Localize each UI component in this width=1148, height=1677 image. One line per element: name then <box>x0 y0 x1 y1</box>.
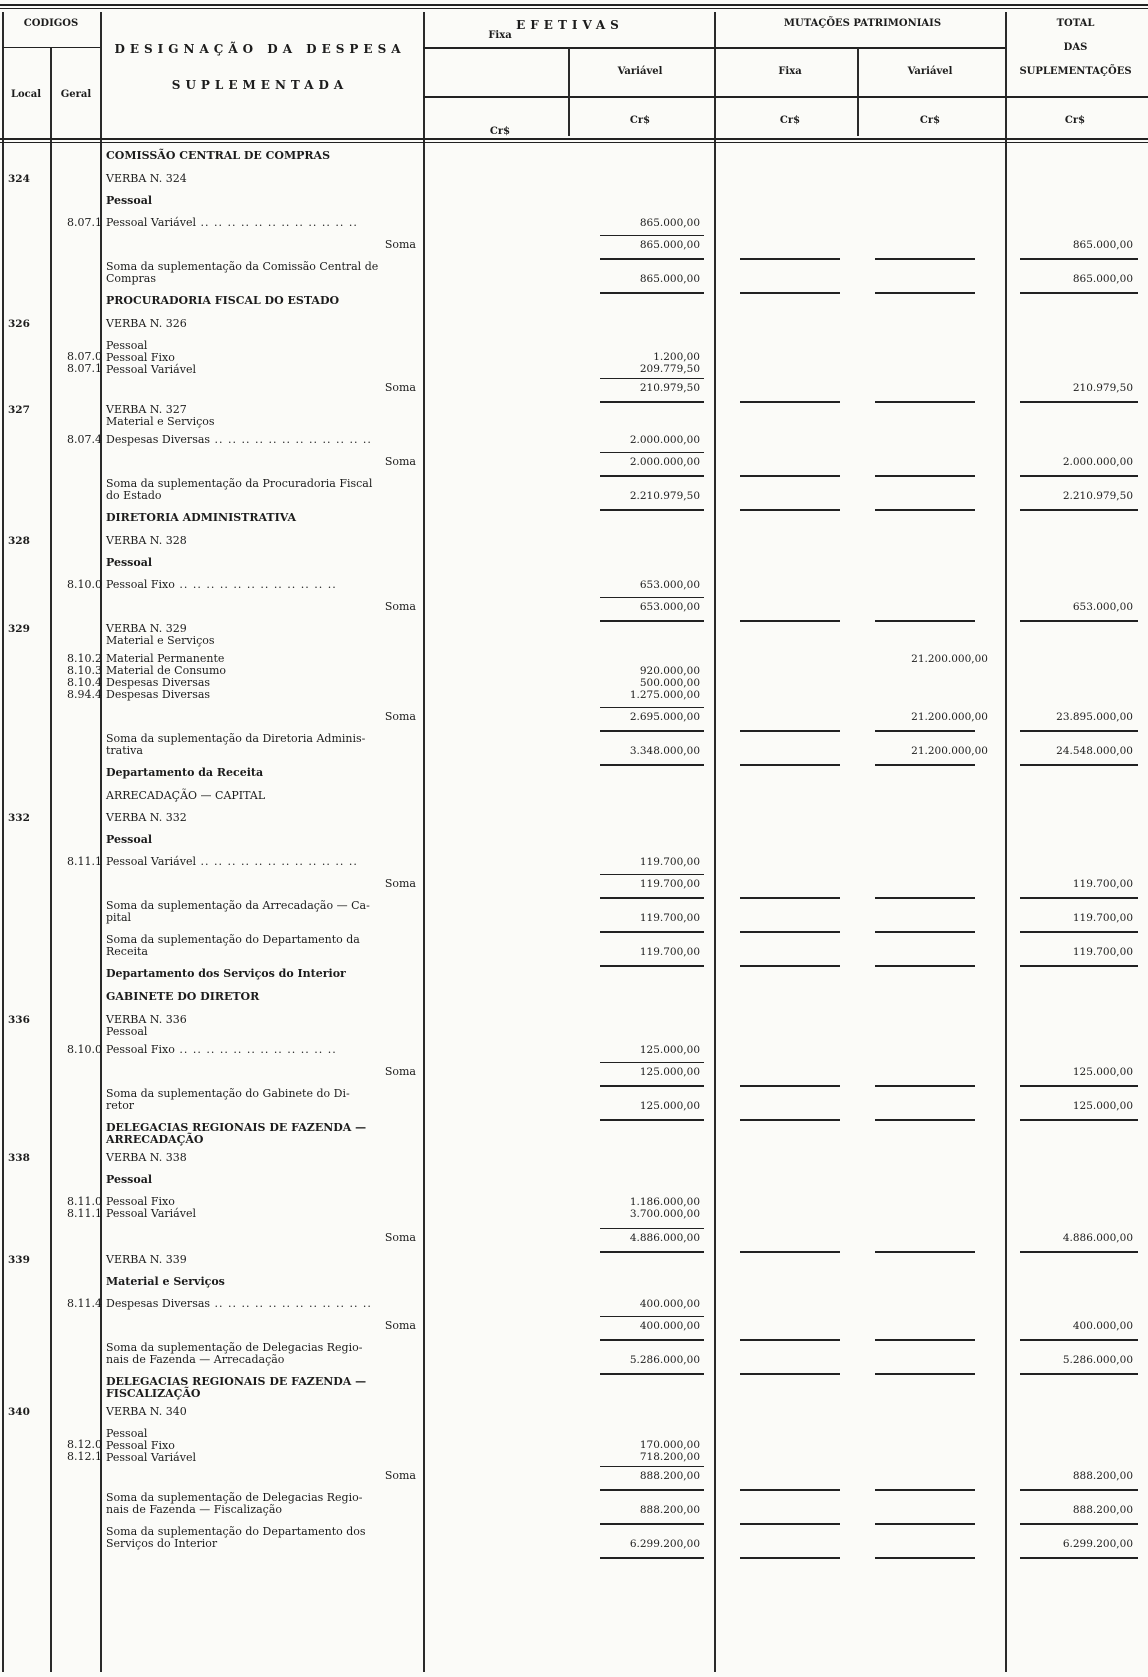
value-mutacao-variavel: 21.200.000,00 <box>911 745 988 757</box>
sum-rule <box>875 258 975 260</box>
header-total-3: SUPLEMENTAÇÕES <box>1019 66 1132 77</box>
table-row <box>0 1174 1148 1196</box>
code-geral: 8.12.0 8.12.1 <box>67 1438 102 1463</box>
value-efetiva-variavel: 888.200,00 <box>639 1470 700 1482</box>
table-row <box>0 1196 1148 1232</box>
table-row <box>0 173 1148 195</box>
header-total-2: DAS <box>1063 42 1088 53</box>
value-efetiva-variavel: 653.000,00 <box>639 579 700 591</box>
table-row <box>0 653 1148 711</box>
sum-rule <box>740 965 840 967</box>
sum-rule <box>875 965 975 967</box>
table-row <box>0 1276 1148 1298</box>
sum-rule <box>600 764 704 766</box>
table-row <box>0 767 1148 790</box>
sum-rule <box>875 764 975 766</box>
code-geral: 8.11.4 <box>67 1297 102 1310</box>
sum-rule <box>740 401 840 403</box>
sum-rule <box>1020 1373 1138 1375</box>
value-efetiva-variavel: 865.000,00 <box>639 217 700 229</box>
header-mut-fixa: Fixa <box>778 66 802 77</box>
value-efetiva-variavel: 865.000,00 <box>639 239 700 251</box>
table-row <box>0 601 1148 623</box>
item-description: Pessoal Fixo .. .. <box>106 579 416 591</box>
value-efetiva-variavel: 119.700,00 <box>639 912 700 924</box>
sum-rule <box>600 1557 704 1559</box>
sum-rule <box>600 1489 704 1491</box>
total-label: Soma da suplementação da Diretoria Adminis- trativa <box>106 732 366 757</box>
sum-rule <box>600 1466 704 1467</box>
section-heading: ARRECADAÇÃO — CAPITAL <box>106 789 266 802</box>
item-description: Pessoal Pessoal Fixo Pessoal Variável <box>106 1427 196 1464</box>
sum-rule <box>740 1489 840 1491</box>
table-row <box>0 991 1148 1014</box>
table-row <box>0 261 1148 295</box>
sum-rule <box>600 292 704 294</box>
value-total: 125.000,00 <box>1072 1100 1133 1112</box>
sum-rule <box>1020 620 1138 622</box>
sum-rule <box>1020 965 1138 967</box>
table-row <box>0 733 1148 767</box>
item-description: VERBA N. 329 Material e Serviços <box>106 622 215 647</box>
header-mut-variavel: Variável <box>907 66 953 77</box>
sum-rule <box>875 509 975 511</box>
table-row <box>0 1406 1148 1428</box>
value-efetiva-variavel: 2.210.979,50 <box>629 490 700 502</box>
value-efetiva-variavel: 125.000,00 <box>639 1066 700 1078</box>
header-efetivas: EFETIVAS <box>516 18 624 32</box>
sum-rule <box>600 475 704 477</box>
item-description: Pessoal <box>106 194 153 207</box>
table-row <box>0 812 1148 834</box>
sum-rule <box>875 1523 975 1525</box>
table-row <box>0 512 1148 535</box>
value-efetiva-variavel: 119.700,00 <box>639 946 700 958</box>
sum-rule <box>600 1316 704 1317</box>
sum-rule <box>600 1062 704 1063</box>
code-local: 326 <box>8 318 30 330</box>
table-row <box>0 535 1148 557</box>
soma-label: Soma <box>384 1319 416 1332</box>
value-efetiva-variavel: 653.000,00 <box>639 601 700 613</box>
code-geral: 8.10.2 8.10.3 8.10.4 8.94.4 <box>67 652 102 701</box>
value-total: 24.548.000,00 <box>1056 745 1133 757</box>
sum-rule <box>740 292 840 294</box>
sum-rule <box>1020 292 1138 294</box>
table-row <box>0 456 1148 478</box>
sum-rule <box>740 1557 840 1559</box>
item-description: Pessoal Variável .. .. <box>106 217 416 229</box>
table-row <box>0 900 1148 934</box>
sum-rule <box>875 1373 975 1375</box>
item-description: Pessoal <box>106 1173 153 1186</box>
table-row <box>0 195 1148 217</box>
sum-rule <box>740 475 840 477</box>
sum-rule <box>1020 1489 1138 1491</box>
sum-rule <box>1020 1251 1138 1253</box>
table-row <box>0 579 1148 601</box>
section-heading: PROCURADORIA FISCAL DO ESTADO <box>106 294 340 307</box>
header-mutacoes: MUTAÇÕES PATRIMONIAIS <box>783 18 942 29</box>
section-heading: DIRETORIA ADMINISTRATIVA <box>106 511 296 524</box>
sum-rule <box>1020 730 1138 732</box>
section-heading: DELEGACIAS REGIONAIS DE FAZENDA — ARRECADAÇÃO <box>106 1121 367 1146</box>
code-local: 324 <box>8 173 30 185</box>
value-efetiva-variavel: 125.000,00 <box>639 1044 700 1056</box>
sum-rule <box>740 764 840 766</box>
soma-label: Soma <box>384 455 416 468</box>
sum-rule <box>875 1489 975 1491</box>
value-efetiva-variavel: 400.000,00 <box>639 1298 700 1310</box>
item-description: Pessoal Fixo .. .. <box>106 1044 416 1056</box>
code-geral: 8.11.1 <box>67 855 102 868</box>
value-total: 2.210.979,50 <box>1062 490 1133 502</box>
value-efetiva-variavel: 125.000,00 <box>639 1100 700 1112</box>
table-row <box>0 711 1148 733</box>
item-description: VERBA N. 327 Material e Serviços <box>106 403 215 428</box>
code-geral: 8.07.0 8.07.1 <box>67 350 102 375</box>
sum-rule <box>600 235 704 236</box>
total-label: Soma da suplementação do Departamento dos Serviços do Interior <box>106 1525 366 1550</box>
value-total: 125.000,00 <box>1072 1066 1133 1078</box>
value-total: 5.286.000,00 <box>1062 1354 1133 1366</box>
table-row <box>0 1254 1148 1276</box>
sum-rule <box>600 897 704 899</box>
value-efetiva-variavel: 1.186.000,00 3.700.000,00 <box>629 1196 700 1220</box>
sum-rule <box>875 931 975 933</box>
table-row <box>0 1526 1148 1560</box>
sum-rule <box>1020 931 1138 933</box>
table-row <box>0 1320 1148 1342</box>
value-efetiva-variavel: 3.348.000,00 <box>629 745 700 757</box>
code-geral: 8.10.0 <box>67 1043 102 1056</box>
sum-rule <box>1020 401 1138 403</box>
header-currency-mut-fixa: Cr$ <box>779 115 801 126</box>
soma-label: Soma <box>384 381 416 394</box>
soma-label: Soma <box>384 1065 416 1078</box>
value-total: 888.200,00 <box>1072 1470 1133 1482</box>
soma-label: Soma <box>384 710 416 723</box>
section-heading: COMISSÃO CENTRAL DE COMPRAS <box>106 149 331 162</box>
value-efetiva-variavel: 920.000,00 500.000,00 1.275.000,00 <box>629 665 700 701</box>
value-total: 23.895.000,00 <box>1056 711 1133 723</box>
table-row <box>0 340 1148 382</box>
sum-rule <box>600 401 704 403</box>
table-row <box>0 790 1148 812</box>
header-geral: Geral <box>60 89 92 100</box>
total-label: Soma da suplementação da Procuradoria Fiscal do Estado <box>106 477 373 502</box>
code-local: 340 <box>8 1406 30 1418</box>
sum-rule <box>1020 1557 1138 1559</box>
sum-rule <box>600 1228 704 1229</box>
sum-rule <box>875 1251 975 1253</box>
header-variavel: Variável <box>617 66 663 77</box>
table-row <box>0 1152 1148 1174</box>
item-description: Material Permanente Material de Consumo Despesas Diversas Despesas Diversas <box>106 652 227 701</box>
header-bottom-rule <box>0 138 1148 140</box>
sum-rule <box>1020 258 1138 260</box>
item-description: VERBA N. 339 <box>106 1253 187 1266</box>
sum-rule <box>875 1085 975 1087</box>
header-designacao-1: DESIGNAÇÃO DA DESPESA <box>114 42 406 56</box>
table-row <box>0 623 1148 653</box>
value-efetiva-variavel: 2.000.000,00 <box>629 456 700 468</box>
section-heading: DELEGACIAS REGIONAIS DE FAZENDA — FISCALIZAÇÃO <box>106 1375 367 1400</box>
soma-label: Soma <box>384 1231 416 1244</box>
header-currency-efetivas-fixa: Cr$ <box>489 126 511 137</box>
sum-rule <box>600 378 704 379</box>
item-description: VERBA N. 338 <box>106 1151 187 1164</box>
sum-rule <box>740 1085 840 1087</box>
value-efetiva-variavel: 400.000,00 <box>639 1320 700 1332</box>
code-geral: 8.10.0 <box>67 578 102 591</box>
sum-rule <box>740 730 840 732</box>
total-label: Soma da suplementação de Delegacias Regio- nais de Fazenda — Arrecadação <box>106 1341 363 1366</box>
value-mutacao-variavel: 21.200.000,00 <box>911 711 988 723</box>
table-row <box>0 1122 1148 1152</box>
sum-rule <box>1020 1523 1138 1525</box>
soma-label: Soma <box>384 238 416 251</box>
table-row <box>0 834 1148 856</box>
value-efetiva-variavel: 2.000.000,00 <box>629 434 700 446</box>
table-row <box>0 1066 1148 1088</box>
value-total: 4.886.000,00 <box>1062 1232 1133 1244</box>
value-efetiva-variavel: 119.700,00 <box>639 878 700 890</box>
sum-rule <box>1020 764 1138 766</box>
code-local: 336 <box>8 1014 30 1026</box>
sum-rule <box>600 1251 704 1253</box>
sum-rule <box>740 1251 840 1253</box>
table-row <box>0 1014 1148 1044</box>
soma-label: Soma <box>384 877 416 890</box>
item-description: VERBA N. 336 Pessoal <box>106 1013 187 1038</box>
code-local: 327 <box>8 404 30 416</box>
soma-label: Soma <box>384 1469 416 1482</box>
sum-rule <box>740 897 840 899</box>
header-codigos-rule <box>2 47 100 48</box>
value-total: 865.000,00 <box>1072 273 1133 285</box>
total-label: Soma da suplementação do Gabinete do Di- retor <box>106 1087 350 1112</box>
sum-rule <box>600 931 704 933</box>
sum-rule <box>740 931 840 933</box>
sum-rule <box>600 1085 704 1087</box>
sum-rule <box>1020 1085 1138 1087</box>
table-row <box>0 404 1148 434</box>
value-total: 119.700,00 <box>1072 946 1133 958</box>
value-total: 400.000,00 <box>1072 1320 1133 1332</box>
table-row <box>0 295 1148 318</box>
item-description: Despesas Diversas .. .. <box>106 434 416 446</box>
table-row <box>0 557 1148 579</box>
value-total: 6.299.200,00 <box>1062 1538 1133 1550</box>
header-currency-mut-var: Cr$ <box>919 115 941 126</box>
table-row <box>0 217 1148 239</box>
table-row <box>0 1342 1148 1376</box>
code-local: 339 <box>8 1254 30 1266</box>
table-row <box>0 239 1148 261</box>
top-rule <box>0 4 1148 6</box>
table-row <box>0 318 1148 340</box>
sum-rule <box>1020 475 1138 477</box>
table-row <box>0 382 1148 404</box>
table-row <box>0 1428 1148 1470</box>
value-efetiva-variavel: 210.979,50 <box>639 382 700 394</box>
item-description: Pessoal <box>106 833 153 846</box>
value-efetiva-variavel: 119.700,00 <box>639 856 700 868</box>
code-local: 332 <box>8 812 30 824</box>
sum-rule <box>600 452 704 453</box>
value-efetiva-variavel: 6.299.200,00 <box>629 1538 700 1550</box>
value-total: 653.000,00 <box>1072 601 1133 613</box>
table-row <box>0 856 1148 878</box>
sum-rule <box>875 897 975 899</box>
table-row <box>0 1088 1148 1122</box>
sum-rule <box>875 475 975 477</box>
header-fixa: Fixa <box>488 30 512 41</box>
item-description: VERBA N. 332 <box>106 811 187 824</box>
section-heading: Departamento dos Serviços do Interior <box>106 967 346 980</box>
sum-rule <box>1020 1119 1138 1121</box>
sum-rule <box>740 1373 840 1375</box>
item-description: VERBA N. 328 <box>106 534 187 547</box>
sum-rule <box>600 730 704 732</box>
header-codigos: CODIGOS <box>23 18 79 29</box>
value-efetiva-variavel: 2.695.000,00 <box>629 711 700 723</box>
table-row <box>0 1376 1148 1406</box>
value-mutacao-variavel: 21.200.000,00 <box>911 653 988 665</box>
item-description: VERBA N. 324 <box>106 172 187 185</box>
header-total-1: TOTAL <box>1056 18 1095 29</box>
sum-rule <box>1020 897 1138 899</box>
table-row <box>0 1044 1148 1066</box>
table-row <box>0 968 1148 991</box>
total-label: Soma da suplementação da Comissão Central de Compras <box>106 260 379 285</box>
sum-rule <box>600 509 704 511</box>
item-description: Despesas Diversas .. .. <box>106 1298 416 1310</box>
item-description: Material e Serviços <box>106 1275 225 1288</box>
table-row <box>0 434 1148 456</box>
sum-rule <box>1020 509 1138 511</box>
value-total: 2.000.000,00 <box>1062 456 1133 468</box>
total-label: Soma da suplementação da Arrecadação — Ca- pital <box>106 899 370 924</box>
sum-rule <box>600 874 704 875</box>
table-row <box>0 1470 1148 1492</box>
sum-rule <box>600 1339 704 1341</box>
sum-rule <box>600 1523 704 1525</box>
code-local: 338 <box>8 1152 30 1164</box>
value-total: 119.700,00 <box>1072 912 1133 924</box>
item-description: VERBA N. 340 <box>106 1405 187 1418</box>
header-currency-total: Cr$ <box>1064 115 1086 126</box>
item-description: VERBA N. 326 <box>106 317 187 330</box>
sum-rule <box>600 258 704 260</box>
code-geral: 8.07.1 <box>67 216 102 229</box>
item-description: Pessoal <box>106 556 153 569</box>
table-row <box>0 878 1148 900</box>
table-row <box>0 478 1148 512</box>
sum-rule <box>740 509 840 511</box>
soma-label: Soma <box>384 600 416 613</box>
value-total: 210.979,50 <box>1072 382 1133 394</box>
item-description: Pessoal Pessoal Fixo Pessoal Variável <box>106 339 196 376</box>
sum-rule <box>600 1373 704 1375</box>
sum-rule <box>875 1339 975 1341</box>
value-efetiva-variavel: 5.286.000,00 <box>629 1354 700 1366</box>
value-efetiva-variavel: 888.200,00 <box>639 1504 700 1516</box>
header-bottom-rule-2 <box>0 142 1148 143</box>
header-mutacoes-rule <box>714 47 1005 49</box>
value-efetiva-variavel: 1.200,00 209.779,50 <box>639 351 700 375</box>
value-total: 865.000,00 <box>1072 239 1133 251</box>
table-row <box>0 150 1148 173</box>
value-total: 888.200,00 <box>1072 1504 1133 1516</box>
header-local: Local <box>10 89 42 100</box>
sum-rule <box>600 620 704 622</box>
value-efetiva-variavel: 865.000,00 <box>639 273 700 285</box>
sum-rule <box>740 258 840 260</box>
sum-rule <box>875 620 975 622</box>
sum-rule <box>740 1523 840 1525</box>
code-local: 329 <box>8 623 30 635</box>
sum-rule <box>740 1339 840 1341</box>
sum-rule <box>875 292 975 294</box>
sum-rule <box>875 401 975 403</box>
total-label: Soma da suplementação de Delegacias Regio- nais de Fazenda — Fiscalização <box>106 1491 363 1516</box>
value-total: 119.700,00 <box>1072 878 1133 890</box>
sum-rule <box>875 730 975 732</box>
sum-rule <box>1020 1339 1138 1341</box>
value-efetiva-variavel: 4.886.000,00 <box>629 1232 700 1244</box>
table-row <box>0 1232 1148 1254</box>
header-designacao-2: SUPLEMENTADA <box>171 78 349 92</box>
total-label: Soma da suplementação do Departamento da Receita <box>106 933 360 958</box>
header-mut-rule <box>714 96 1005 98</box>
top-rule-2 <box>0 8 1148 9</box>
header-total-rule <box>1005 96 1148 98</box>
sum-rule <box>600 597 704 598</box>
item-description: Pessoal Variável .. .. <box>106 856 416 868</box>
col-rule <box>568 48 570 136</box>
sum-rule <box>600 965 704 967</box>
item-description: Pessoal Fixo Pessoal Variável <box>106 1195 196 1220</box>
sum-rule <box>875 1119 975 1121</box>
table-row <box>0 1298 1148 1320</box>
table-row <box>0 934 1148 968</box>
code-local: 328 <box>8 535 30 547</box>
value-efetiva-variavel: 170.000,00 718.200,00 <box>639 1439 700 1463</box>
col-rule <box>857 48 859 136</box>
sum-rule <box>740 620 840 622</box>
sum-rule <box>600 707 704 708</box>
section-heading: GABINETE DO DIRETOR <box>106 990 260 1003</box>
code-geral: 8.07.4 <box>67 433 102 446</box>
section-heading: Departamento da Receita <box>106 766 264 779</box>
table-row <box>0 1492 1148 1526</box>
sum-rule <box>600 1119 704 1121</box>
header-currency-efetivas-var: Cr$ <box>629 115 651 126</box>
code-geral: 8.11.0 8.11.1 <box>67 1195 102 1220</box>
sum-rule <box>740 1119 840 1121</box>
sum-rule <box>875 1557 975 1559</box>
